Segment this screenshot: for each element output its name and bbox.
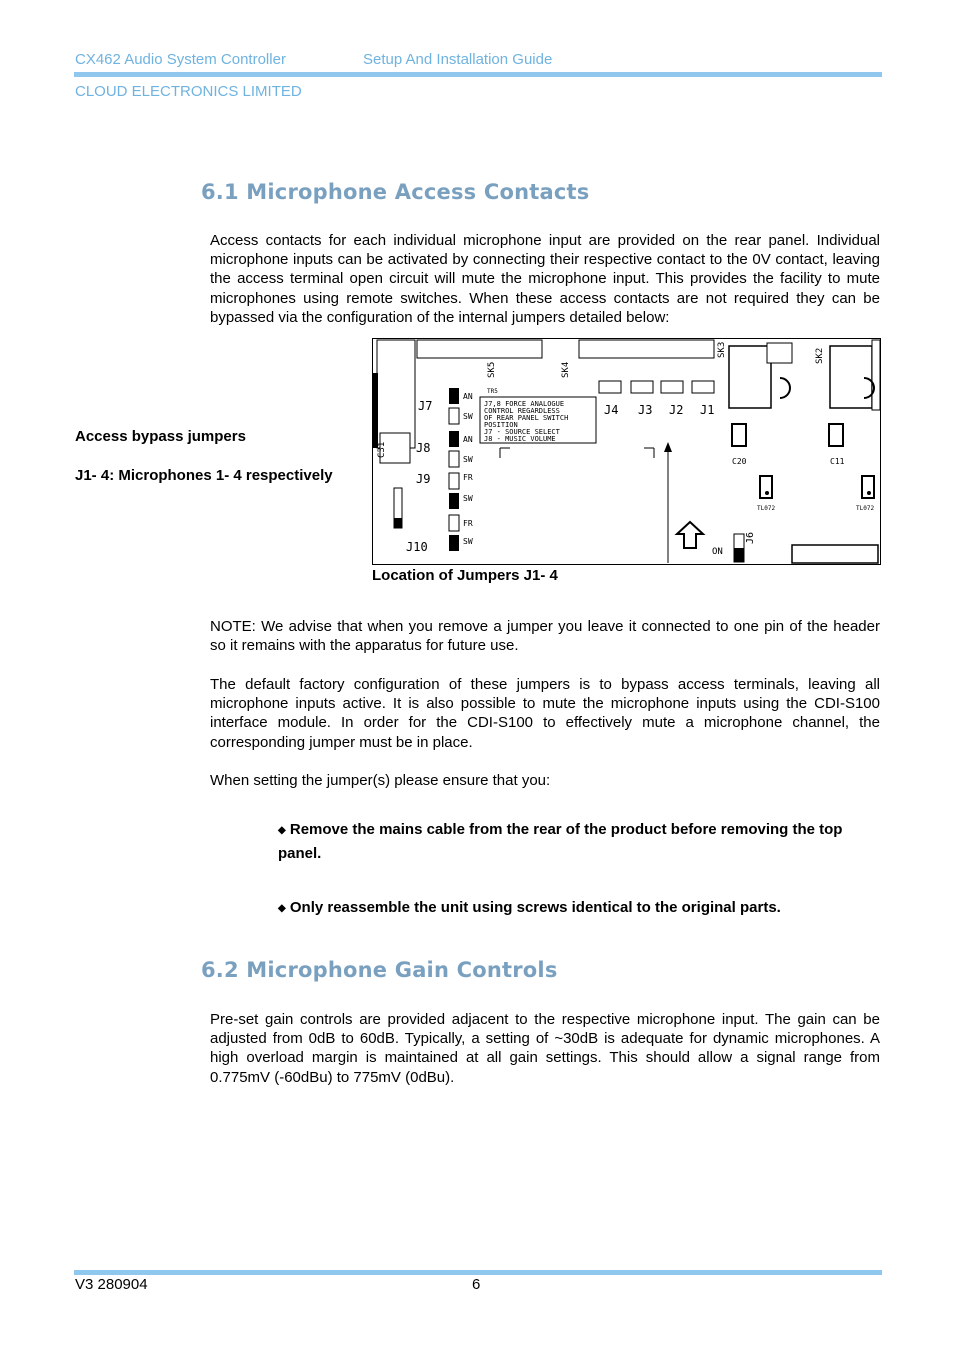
- footer-version: V3 280904: [75, 1276, 148, 1293]
- side-subtitle: J1- 4: Microphones 1- 4 respectively: [75, 467, 333, 484]
- note-line-1: J7,8 FORCE ANALOGUE: [484, 400, 565, 408]
- jumper-j6-label: J6: [745, 531, 756, 544]
- footer-rule: [74, 1270, 882, 1275]
- switch-label-fr-1: FR: [463, 473, 473, 482]
- jumper-j9-label: J9: [416, 472, 431, 486]
- bullet-item-screws: [278, 896, 880, 920]
- ensure-paragraph: When setting the jumper(s) please ensure that you:: [210, 772, 551, 789]
- side-title: Access bypass jumpers: [75, 428, 246, 445]
- switch-label-sw-3: SW: [463, 494, 473, 503]
- connector-sk3: SK3: [717, 341, 727, 358]
- note-line-3: OF REAR PANEL SWITCH: [484, 414, 569, 422]
- jumper-j7-label: J7: [418, 399, 433, 413]
- bullet-diamond-icon: ◆: [278, 903, 286, 914]
- label-tr5: TR5: [487, 388, 498, 395]
- switch-label-sw-1: SW: [463, 412, 473, 421]
- note-line-2: CONTROL REGARDLESS: [484, 407, 560, 415]
- gain-paragraph: Pre-set gain controls are provided adjacent to the respective microphone input. The gain can be adjusted from 0dB to 60dB. Typically, a setting of ~30dB is adequate for dynamic microphones. A high overload margin is maintained at all gain settings. This should allow a signal range from 0.775mV (-60dBu) to 775mV (0dBu).: [210, 1011, 880, 1086]
- section-heading-access-contacts: 6.1 Microphone Access Contacts: [201, 180, 590, 204]
- figure-caption: Location of Jumpers J1- 4: [372, 567, 558, 584]
- connector-sk2: SK2: [815, 347, 825, 364]
- header-product: CX462 Audio System Controller: [75, 51, 286, 68]
- cap-c11: C11: [830, 457, 845, 466]
- bullet-text: Remove the mains cable from the rear of the product before removing the top panel.: [278, 821, 843, 862]
- note-paragraph: NOTE: We advise that when you remove a jumper you leave it connected to one pin of the header so it remains with the apparatus for future use.: [210, 618, 880, 655]
- ic-tl072-2: TL072: [856, 505, 875, 512]
- switch-label-sw-2: SW: [463, 455, 473, 464]
- bullet-item-mains: [278, 818, 880, 865]
- switch-label-sw-4: SW: [463, 537, 473, 546]
- jumper-j8-label: J8: [416, 441, 431, 455]
- page-number: 6: [472, 1276, 481, 1293]
- jumper-j4-label: J4: [604, 403, 619, 417]
- connector-sk5: SK5: [487, 361, 497, 378]
- connector-sk4: SK4: [561, 361, 571, 378]
- jumper-j2-label: J2: [669, 403, 684, 417]
- jumper-j1-label: J1: [700, 403, 715, 417]
- jumper-j10-label: J10: [406, 540, 428, 554]
- header-rule: [74, 72, 882, 77]
- section-heading-gain-controls: 6.2 Microphone Gain Controls: [201, 958, 558, 982]
- note-line-4: POSITION: [484, 421, 518, 429]
- ic-tl072-1: TL072: [757, 505, 776, 512]
- jumper-j3-label: J3: [638, 403, 653, 417]
- cap-c31: C31: [377, 441, 387, 458]
- switch-label-an-1: AN: [463, 392, 473, 401]
- intro-paragraph: Access contacts for each individual microphone input are provided on the rear panel. Individual microphone inputs can be activated by connecting their respective contact to the 0V contact, leaving the access terminal open circuit will mute the microphone input. This provides the facility to mute microphones using remote switches. When these access contacts are not required they can be bypassed via the configuration of the internal jumpers detailed below:: [210, 232, 880, 326]
- header-company: CLOUD ELECTRONICS LIMITED: [75, 83, 302, 100]
- note-line-6: J8 - MUSIC VOLUME: [484, 435, 556, 443]
- bullet-text: Only reassemble the unit using screws identical to the original parts.: [289, 899, 781, 916]
- switch-label-an-2: AN: [463, 435, 473, 444]
- jumper-location-diagram: [372, 338, 881, 565]
- label-on: ON: [712, 547, 723, 557]
- switch-label-fr-2: FR: [463, 519, 473, 528]
- header-guide: Setup And Installation Guide: [363, 51, 553, 68]
- bullet-diamond-icon: ◆: [278, 825, 286, 836]
- default-config-paragraph: The default factory configuration of these jumpers is to bypass access terminals, leaving all microphone inputs active. It is also possible to mute the microphone inputs using the CDI-S100 interface module. In order for the CDI-S100 to effectively mute a microphone channel, the corresponding jumper must be in place.: [210, 676, 880, 751]
- note-line-5: J7 - SOURCE SELECT: [484, 428, 560, 436]
- cap-c20: C20: [732, 457, 747, 466]
